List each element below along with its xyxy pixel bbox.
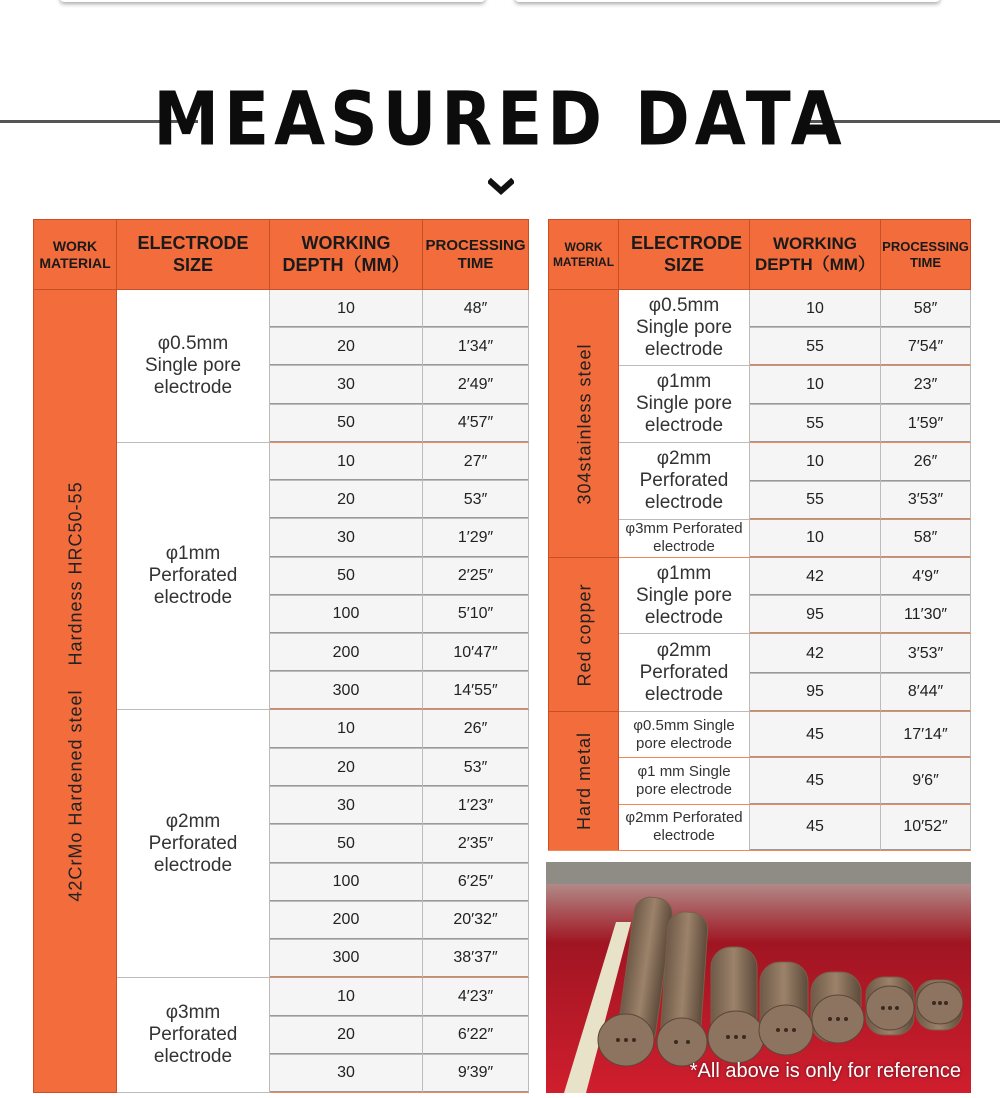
- working-depth-cell: 200: [270, 901, 423, 939]
- working-depth-cell: 45: [750, 758, 881, 804]
- work-material-cell: [34, 290, 117, 1093]
- processing-time-cell: 38′37″: [423, 939, 529, 977]
- electrode-size-cell: φ1mm Perforated electrode: [117, 442, 270, 710]
- processing-time-cell: 4′23″: [423, 978, 529, 1017]
- processing-time-cell: 53″: [423, 748, 529, 786]
- working-depth-cell: 10: [270, 290, 423, 328]
- col-header-electrode-size: ELECTRODE SIZE: [117, 220, 270, 290]
- working-depth-cell: 10: [270, 978, 423, 1017]
- processing-time-cell: 26″: [423, 710, 529, 749]
- working-depth-cell: 10: [750, 519, 881, 557]
- processing-time-cell: 4′57″: [423, 404, 529, 442]
- processing-time-cell: 26″: [881, 443, 971, 482]
- electrode-size-cell: φ2mm Perforated electrode: [619, 443, 750, 520]
- processing-time-cell: 14′55″: [423, 672, 529, 710]
- measured-data-table-other-materials: [548, 219, 971, 851]
- table-row: [34, 290, 529, 328]
- processing-time-cell: 20′32″: [423, 901, 529, 939]
- electrode-size-cell: φ2mm Perforated electrode: [117, 710, 270, 978]
- processing-time-cell: 1′59″: [881, 404, 971, 442]
- working-depth-cell: 30: [270, 366, 423, 404]
- electrode-size-cell: φ1mm Single pore electrode: [619, 366, 750, 443]
- working-depth-cell: 300: [270, 939, 423, 977]
- processing-time-cell: 9′6″: [881, 758, 971, 804]
- electrode-size-cell: φ1mm Single pore electrode: [619, 558, 750, 634]
- working-depth-cell: 30: [270, 1054, 423, 1092]
- work-material-cell: [549, 290, 619, 558]
- processing-time-cell: 48″: [423, 290, 529, 328]
- top-card-left: [60, 0, 485, 2]
- work-material-label: 42CrMo Hardened steel Hardness HRC50-55: [65, 480, 85, 902]
- working-depth-cell: 50: [270, 404, 423, 442]
- electrode-size-cell: φ0.5mm Single pore electrode: [619, 290, 750, 366]
- page-title: MEASURED DATA: [153, 76, 847, 163]
- electrode-size-cell: φ2mm Perforated electrode: [619, 804, 750, 850]
- working-depth-cell: 20: [270, 1016, 423, 1054]
- working-depth-cell: 45: [750, 712, 881, 758]
- working-depth-cell: 10: [270, 442, 423, 481]
- measured-data-table-steel: [33, 219, 529, 1093]
- table-row: [549, 558, 971, 596]
- electrode-size-cell: φ0.5mm Single pore electrode: [619, 712, 750, 758]
- working-depth-cell: 10: [750, 366, 881, 405]
- reference-caption: *All above is only for reference: [689, 1060, 961, 1082]
- processing-time-cell: 1′34″: [423, 328, 529, 366]
- working-depth-cell: 95: [750, 596, 881, 634]
- working-depth-cell: 20: [270, 748, 423, 786]
- processing-time-cell: 6′25″: [423, 863, 529, 901]
- processing-time-cell: 58″: [881, 519, 971, 557]
- working-depth-cell: 55: [750, 404, 881, 442]
- processing-time-cell: 58″: [881, 290, 971, 328]
- electrode-size-cell: φ0.5mm Single pore electrode: [117, 290, 270, 443]
- working-depth-cell: 50: [270, 557, 423, 595]
- working-depth-cell: 55: [750, 328, 881, 366]
- processing-time-cell: 1′29″: [423, 519, 529, 557]
- electrode-size-cell: φ2mm Perforated electrode: [619, 634, 750, 712]
- table-header-row: [34, 220, 529, 290]
- processing-time-cell: 53″: [423, 481, 529, 519]
- working-depth-cell: 300: [270, 672, 423, 710]
- col-header-electrode-size: ELECTRODE SIZE: [619, 220, 750, 290]
- processing-time-cell: 11′30″: [881, 596, 971, 634]
- table-header-row: [549, 220, 971, 290]
- working-depth-cell: 20: [270, 481, 423, 519]
- working-depth-cell: 20: [270, 328, 423, 366]
- work-material-cell: [549, 712, 619, 851]
- working-depth-cell: 95: [750, 673, 881, 711]
- working-depth-cell: 100: [270, 863, 423, 901]
- col-header-processing-time: PROCESSING TIME: [423, 220, 529, 290]
- col-header-working-depth: WORKING DEPTH（MM）: [270, 220, 423, 290]
- electrode-size-cell: φ3mm Perforated electrode: [619, 519, 750, 557]
- working-depth-cell: 50: [270, 825, 423, 863]
- processing-time-cell: 10′47″: [423, 634, 529, 672]
- processing-time-cell: 17′14″: [881, 712, 971, 758]
- processing-time-cell: 10′52″: [881, 804, 971, 850]
- processing-time-cell: 3′53″: [881, 481, 971, 519]
- working-depth-cell: 42: [750, 634, 881, 673]
- working-depth-cell: 45: [750, 804, 881, 850]
- working-depth-cell: 30: [270, 787, 423, 825]
- processing-time-cell: 5′10″: [423, 595, 529, 633]
- processing-time-cell: 23″: [881, 366, 971, 405]
- top-card-right: [515, 0, 940, 2]
- electrode-size-cell: φ1 mm Single pore electrode: [619, 758, 750, 804]
- processing-time-cell: 27″: [423, 442, 529, 481]
- work-material-label: Red copper: [573, 582, 594, 687]
- working-depth-cell: 55: [750, 481, 881, 519]
- processing-time-cell: 6′22″: [423, 1016, 529, 1054]
- processing-time-cell: 3′53″: [881, 634, 971, 673]
- col-header-work-material: WORK MATERIAL: [34, 220, 117, 290]
- work-material-label: Hard metal: [573, 731, 594, 831]
- electrode-size-cell: φ3mm Perforated electrode: [117, 978, 270, 1093]
- working-depth-cell: 10: [750, 443, 881, 482]
- electrode-samples-photo: [546, 862, 971, 1093]
- table-row: [549, 712, 971, 758]
- working-depth-cell: 10: [750, 290, 881, 328]
- electrode-samples-illustration: [546, 862, 971, 1093]
- chevron-down-icon: [488, 176, 514, 198]
- processing-time-cell: 1′23″: [423, 787, 529, 825]
- col-header-work-material: WORK MATERIAL: [549, 220, 619, 290]
- working-depth-cell: 30: [270, 519, 423, 557]
- processing-time-cell: 8′44″: [881, 673, 971, 711]
- work-material-label: 304stainless steel: [573, 342, 594, 505]
- working-depth-cell: 100: [270, 595, 423, 633]
- processing-time-cell: 9′39″: [423, 1054, 529, 1092]
- processing-time-cell: 2′35″: [423, 825, 529, 863]
- col-header-processing-time: PROCESSING TIME: [881, 220, 971, 290]
- working-depth-cell: 42: [750, 558, 881, 596]
- table-row: [549, 290, 971, 328]
- col-header-working-depth: WORKING DEPTH（MM）: [750, 220, 881, 290]
- work-material-cell: [549, 558, 619, 712]
- processing-time-cell: 7′54″: [881, 328, 971, 366]
- working-depth-cell: 10: [270, 710, 423, 749]
- processing-time-cell: 2′25″: [423, 557, 529, 595]
- working-depth-cell: 200: [270, 634, 423, 672]
- processing-time-cell: 4′9″: [881, 558, 971, 596]
- processing-time-cell: 2′49″: [423, 366, 529, 404]
